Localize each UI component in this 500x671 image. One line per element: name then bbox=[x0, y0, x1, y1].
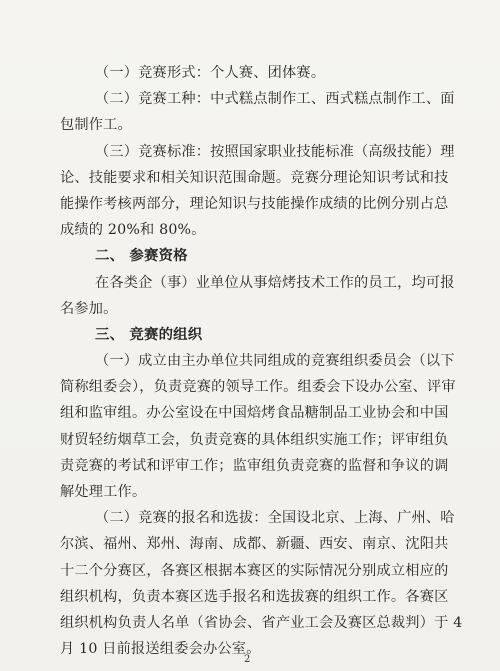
text-line: 财贸轻纺烟草工会，负责竞赛的具体组织实施工作；评审组负 bbox=[60, 431, 449, 448]
text-line: 月 10 日前报送组委会办公室。 bbox=[60, 641, 261, 657]
page-number: 2 bbox=[244, 654, 251, 665]
section-heading: 二、 参赛资格 bbox=[95, 248, 188, 265]
text-line: （一）成立由主办单位共同组成的竞赛组织委员会（以下 bbox=[95, 353, 455, 369]
text-line: 名参加。 bbox=[60, 300, 118, 317]
text-line: （二）竞赛工种：中式糕点制作工、西式糕点制作工、面 bbox=[95, 91, 455, 108]
text-line: 解处理工作。 bbox=[60, 483, 147, 500]
text-line: 尔滨、福州、郑州、海南、成都、新疆、西安、南京、沈阳共 bbox=[60, 536, 449, 553]
text-line: 包制作工。 bbox=[60, 117, 132, 134]
text-line: （三）竞赛标准：按照国家职业技能标准（高级技能）理 bbox=[95, 143, 455, 160]
text-line: 在各类企（事）业单位从事焙烤技术工作的员工，均可报 bbox=[95, 274, 455, 291]
text-line: 简称组委会），负责竞赛的领导工作。组委会下设办公室、评审 bbox=[60, 379, 456, 396]
text-line: 成绩的 20%和 80%。 bbox=[60, 222, 206, 239]
text-line: （二）竞赛的报名和选拔：全国设北京、上海、广州、哈 bbox=[95, 510, 455, 527]
text-line: 组和监审组。办公室设在中国焙烤食品糖制品工业协会和中国 bbox=[60, 405, 449, 422]
text-line: 论、技能要求和相关知识范围命题。竞赛分理论知识考试和技 bbox=[60, 169, 449, 186]
text-line: （一）竞赛形式：个人赛、团体赛。 bbox=[95, 65, 326, 81]
text-line: 组织机构，负责本赛区选手报名和选拔赛的组织工作。各赛区 bbox=[60, 588, 449, 605]
text-line: 责竞赛的考试和评审工作；监审组负责竞赛的监督和争议的调 bbox=[60, 457, 449, 474]
text-line: 十二个分赛区，各赛区根据本赛区的实际情况分别成立相应的 bbox=[60, 562, 449, 579]
text-line: 能操作考核两部分，理论知识与技能操作成绩的比例分别占总 bbox=[60, 195, 449, 212]
section-heading: 三、 竞赛的组织 bbox=[95, 326, 203, 343]
text-line: 组织机构负责人名单（省协会、省产业工会及赛区总裁判）于 4 bbox=[60, 614, 463, 631]
